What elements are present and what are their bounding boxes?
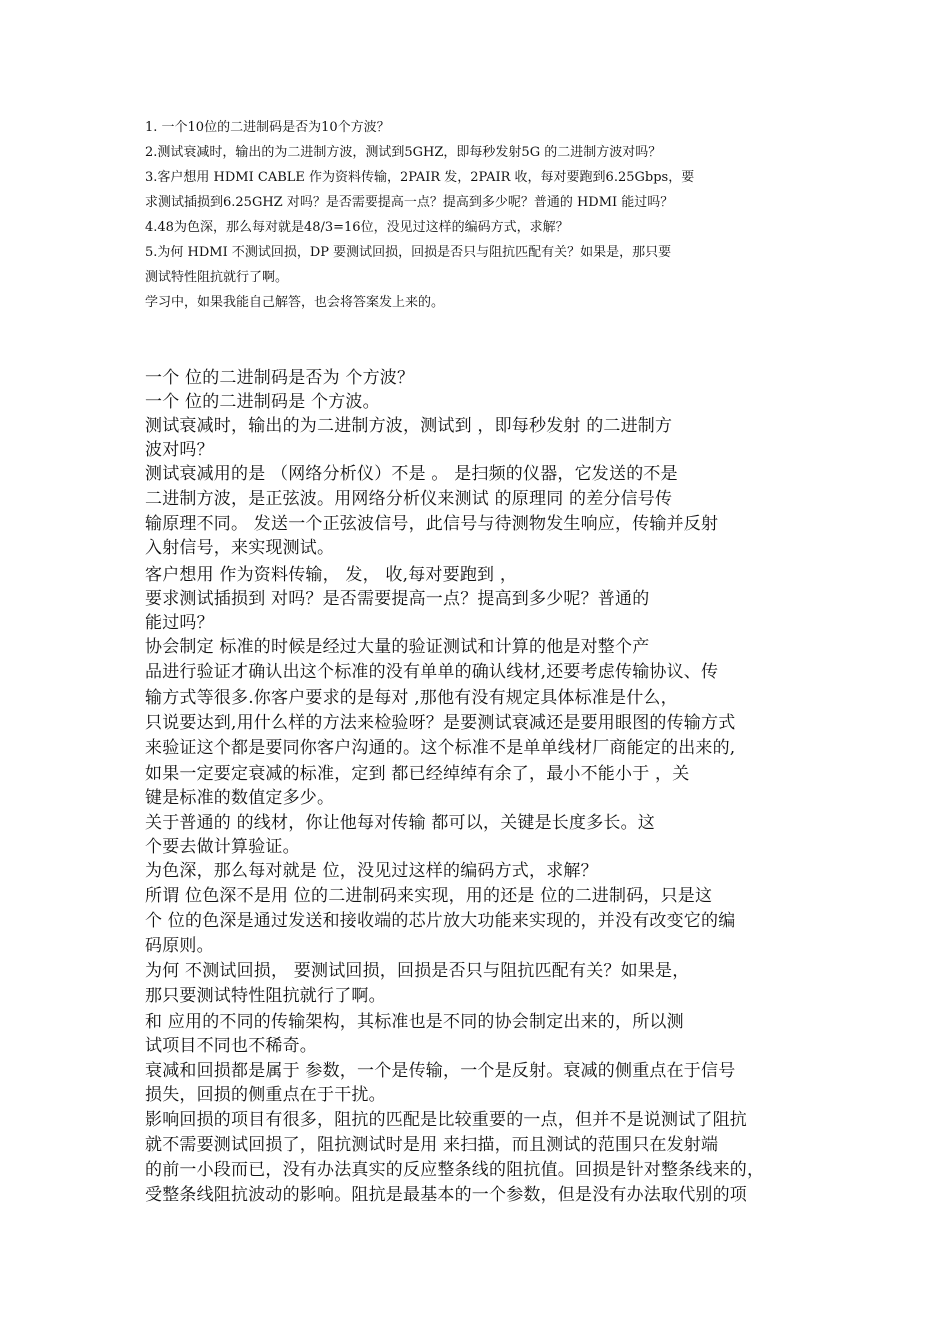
- answer-line: 能过吗？: [145, 613, 214, 633]
- answer-line: 要求测试插损到 对吗？是否需要提高一点？提高到多少呢？普通的: [145, 589, 650, 609]
- answer-line: 受整条线阻抗波动的影响。阻抗是最基本的一个参数，但是没有办法取代别的项: [145, 1185, 747, 1205]
- question-line-7: 测试特性阻抗就行了啊。: [145, 270, 289, 285]
- answer-line: 损失，回损的侧重点在于干扰。: [145, 1085, 386, 1105]
- answer-line: 就不需要测试回损了，阻抗测试时是用 来扫描，而且测试的范围只在发射端: [145, 1135, 719, 1155]
- answer-line: 影响回损的项目有很多，阻抗的匹配是比较重要的一点，但并不是说测试了阻抗: [145, 1110, 747, 1130]
- answer-line: 衰减和回损都是属于 参数，一个是传输，一个是反射。衰减的侧重点在于信号: [145, 1061, 736, 1081]
- answer-line: 协会制定 标准的时候是经过大量的验证测试和计算的他是对整个产: [145, 637, 650, 657]
- answer-line: 入射信号，来实现测试。: [145, 538, 335, 558]
- question-line-3: 3.客户想用 HDMI CABLE 作为资料传输，2PAIR 发，2PAIR 收，每对要跑到6.25Gbps，要: [145, 170, 695, 185]
- answer-line: 为何 不测试回损， 要测试回损，回损是否只与阻抗匹配有关？如果是，: [145, 961, 690, 981]
- question-line-8: 学习中，如果我能自己解答，也会将答案发上来的。: [145, 295, 445, 310]
- answer-line: 输原理不同。 发送一个正弦波信号，此信号与待测物发生响应，传输并反射: [145, 514, 719, 534]
- answer-line: 测试衰减用的是 （网络分析仪）不是 。 是扫频的仪器，它发送的不是: [145, 464, 678, 484]
- answer-line: 码原则。: [145, 936, 214, 956]
- answer-line: 一个 位的二进制码是否为 个方波？: [145, 368, 415, 388]
- answer-line: 测试衰减时，输出的为二进制方波，测试到 ，即每秒发射 的二进制方: [145, 416, 673, 436]
- answer-line: 的前一小段而已，没有办法真实的反应整条线的阻抗值。回损是针对整条线来的，: [145, 1160, 765, 1180]
- question-line-4: 求测试插损到6.25GHZ 对吗？是否需要提高一点？提高到多少呢？普通的 HDMI 能过吗？: [145, 195, 674, 210]
- answer-line: 个 位的色深是通过发送和接收端的芯片放大功能来实现的，并没有改变它的编: [145, 911, 736, 931]
- answer-line: 个要去做计算验证。: [145, 837, 300, 857]
- question-line-1: 1. 一个10位的二进制码是否为10个方波？: [145, 120, 390, 135]
- answer-line: 那只要测试特性阻抗就行了啊。: [145, 986, 386, 1006]
- answer-line: 二进制方波，是正弦波。用网络分析仪来测试 的原理同 的差分信号传: [145, 489, 673, 509]
- question-line-2: 2.测试衰减时，输出的为二进制方波，测试到5GHZ，即每秒发射5G 的二进制方波对吗？: [145, 145, 662, 160]
- answer-line: 一个 位的二进制码是 个方波。: [145, 392, 380, 412]
- answer-line: 试项目不同也不稀奇。: [145, 1036, 317, 1056]
- question-line-5: 4.48为色深，那么每对就是48/3=16位，没见过这样的编码方式，求解？: [145, 220, 569, 235]
- answer-line: 只说要达到,用什么样的方法来检验呀？是要测试衰减还是要用眼图的传输方式: [145, 713, 736, 733]
- answer-line: 客户想用 作为资料传输， 发， 收,每对要跑到 ，: [145, 565, 518, 585]
- answer-line: 品进行验证才确认出这个标准的没有单单的确认线材,还要考虑传输协议、传: [145, 662, 719, 682]
- answer-line: 输方式等很多.你客户要求的是每对 ,那他有没有规定具体标准是什么，: [145, 688, 678, 708]
- answer-line: 和 应用的不同的传输架构，其标准也是不同的协会制定出来的，所以测: [145, 1012, 684, 1032]
- answer-line: 来验证这个都是要同你客户沟通的。这个标准不是单单线材厂商能定的出来的,: [145, 738, 736, 758]
- answer-line: 为色深，那么每对就是 位，没见过这样的编码方式，求解？: [145, 861, 598, 881]
- answer-line: 如果一定要定衰减的标准，定到 都已经绰绰有余了，最小不能小于 ，关: [145, 764, 690, 784]
- question-line-6: 5.为何 HDMI 不测试回损，DP 要测试回损，回损是否只与阻抗匹配有关？如果是，那只要: [145, 245, 672, 260]
- answer-line: 波对吗？: [145, 440, 214, 460]
- answer-line: 键是标准的数值定多少。: [145, 788, 335, 808]
- answer-line: 所谓 位色深不是用 位的二进制码来实现，用的还是 位的二进制码，只是这: [145, 886, 713, 906]
- answer-line: 关于普通的 的线材，你让他每对传输 都可以，关键是长度多长。这: [145, 813, 656, 833]
